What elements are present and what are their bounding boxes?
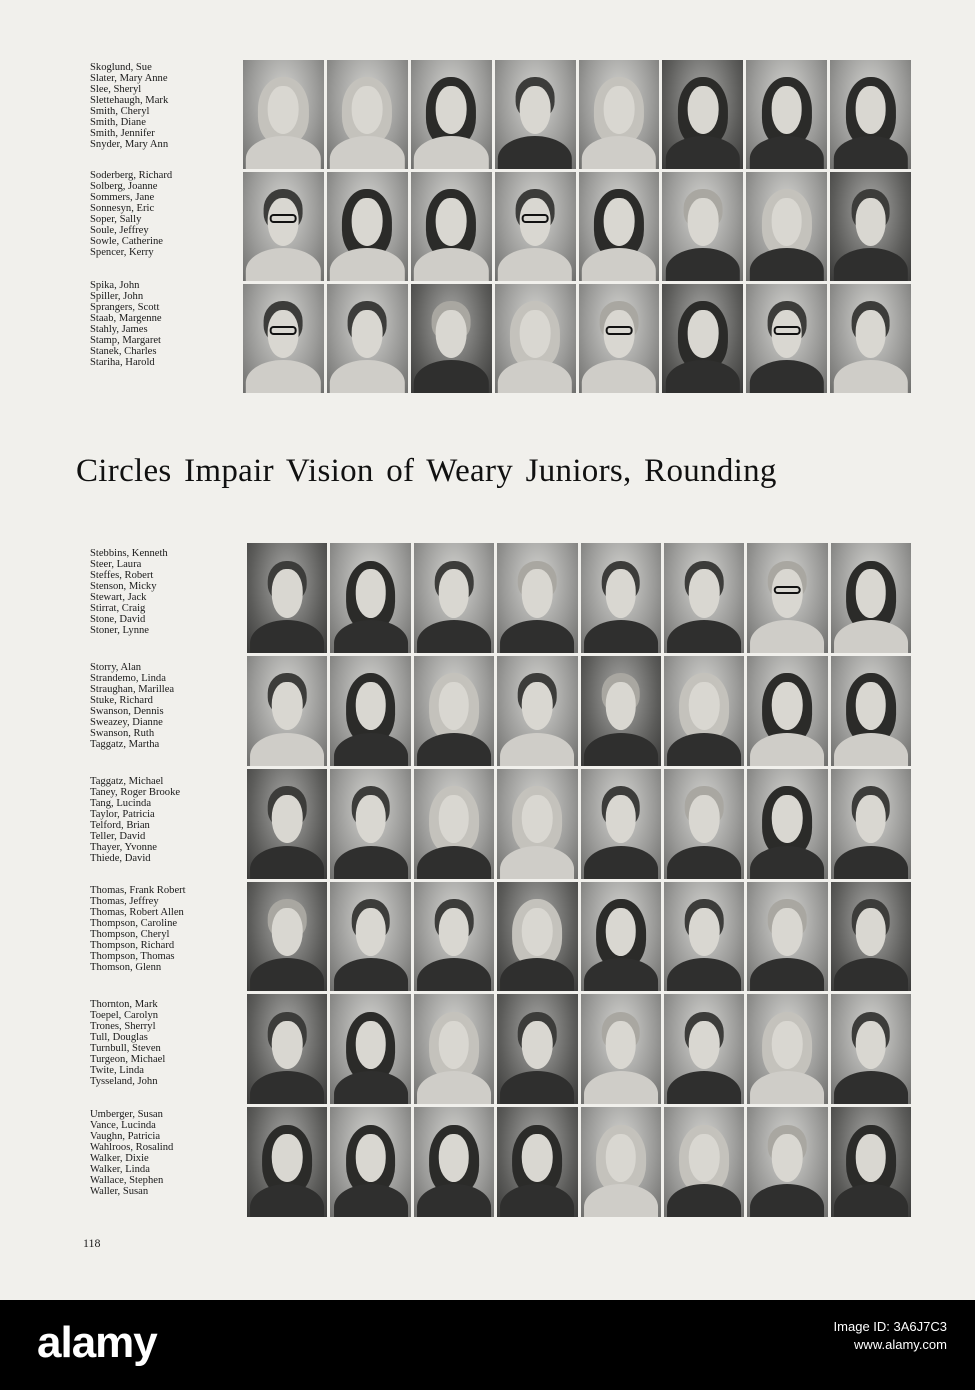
student-portrait — [330, 656, 410, 766]
student-portrait — [330, 994, 410, 1104]
student-portrait — [831, 994, 911, 1104]
name-list — [90, 999, 240, 1087]
student-name: Spencer, Kerry — [90, 247, 154, 258]
student-portrait — [497, 994, 577, 1104]
student-portrait — [414, 1107, 494, 1217]
student-portrait — [664, 1107, 744, 1217]
student-name: Stewart, Jack — [90, 592, 147, 603]
student-portrait — [746, 172, 827, 281]
student-portrait — [664, 543, 744, 653]
student-name: Smith, Cheryl — [90, 106, 150, 117]
student-portrait — [327, 60, 408, 169]
student-portrait — [579, 60, 660, 169]
student-portrait — [664, 994, 744, 1104]
page-headline: Circles Impair Vision of Weary Juniors, Rounding — [76, 453, 777, 489]
student-name: Thomas, Frank Robert — [90, 885, 186, 896]
student-portrait — [495, 60, 576, 169]
student-portrait — [746, 284, 827, 393]
student-name: Smith, Jennifer — [90, 128, 155, 139]
name-list — [90, 776, 240, 864]
stock-footer-bar — [0, 1300, 975, 1390]
student-portrait — [747, 543, 827, 653]
student-name: Soule, Jeffrey — [90, 225, 149, 236]
student-portrait — [581, 769, 661, 879]
student-portrait — [579, 172, 660, 281]
student-name: Steffes, Robert — [90, 570, 154, 581]
student-portrait — [247, 769, 327, 879]
student-name: Stariha, Harold — [90, 357, 155, 368]
student-name: Trones, Sherryl — [90, 1021, 156, 1032]
student-portrait — [327, 172, 408, 281]
student-name: Soderberg, Richard — [90, 170, 173, 181]
student-portrait — [495, 172, 576, 281]
student-name: Sommers, Jane — [90, 192, 155, 203]
student-name: Smith, Diane — [90, 117, 146, 128]
student-portrait — [747, 882, 827, 992]
student-name: Slee, Sheryl — [90, 84, 142, 95]
student-name: Sonnesyn, Eric — [90, 203, 155, 214]
page-number: 118 — [83, 1236, 101, 1250]
student-name: Vaughn, Patricia — [90, 1131, 161, 1142]
name-list — [90, 280, 240, 368]
student-name: Thayer, Yvonne — [90, 842, 157, 853]
student-name: Tull, Douglas — [90, 1032, 148, 1043]
student-name: Tysseland, John — [90, 1076, 158, 1087]
student-name: Sweazey, Dianne — [90, 717, 163, 728]
student-portrait — [664, 882, 744, 992]
student-portrait — [414, 882, 494, 992]
student-name: Spiller, John — [90, 291, 144, 302]
student-portrait — [247, 656, 327, 766]
student-portrait — [831, 882, 911, 992]
student-name: Taylor, Patricia — [90, 809, 155, 820]
student-portrait — [497, 656, 577, 766]
student-portrait — [414, 656, 494, 766]
student-portrait — [330, 543, 410, 653]
student-portrait — [579, 284, 660, 393]
student-name: Strandemo, Linda — [90, 673, 166, 684]
student-portrait — [747, 1107, 827, 1217]
student-name: Stuke, Richard — [90, 695, 153, 706]
student-name: Waller, Susan — [90, 1186, 149, 1197]
student-portrait — [243, 60, 324, 169]
student-name: Wallace, Stephen — [90, 1175, 164, 1186]
student-name: Stanek, Charles — [90, 346, 157, 357]
portrait-grid-top — [243, 60, 911, 393]
student-name: Stone, David — [90, 614, 146, 625]
student-portrait — [830, 172, 911, 281]
student-name: Stenson, Micky — [90, 581, 157, 592]
student-portrait — [831, 656, 911, 766]
student-portrait — [497, 1107, 577, 1217]
student-portrait — [414, 543, 494, 653]
student-name: Telford, Brian — [90, 820, 150, 831]
student-portrait — [330, 769, 410, 879]
student-name: Sprangers, Scott — [90, 302, 160, 313]
student-portrait — [747, 994, 827, 1104]
student-name: Thompson, Cheryl — [90, 929, 170, 940]
student-portrait — [497, 543, 577, 653]
student-portrait — [664, 656, 744, 766]
student-portrait — [243, 284, 324, 393]
student-portrait — [830, 284, 911, 393]
student-portrait — [411, 60, 492, 169]
student-name: Stebbins, Kenneth — [90, 548, 168, 559]
student-portrait — [581, 994, 661, 1104]
student-name: Wahlroos, Rosalind — [90, 1142, 174, 1153]
student-name: Straughan, Marillea — [90, 684, 175, 695]
student-portrait — [497, 882, 577, 992]
student-name: Tang, Lucinda — [90, 798, 152, 809]
student-name: Slettehaugh, Mark — [90, 95, 169, 106]
student-portrait — [414, 769, 494, 879]
student-name: Turnbull, Steven — [90, 1043, 161, 1054]
alamy-logo: alamy — [37, 1318, 157, 1367]
student-portrait — [247, 1107, 327, 1217]
student-portrait — [831, 543, 911, 653]
student-name: Taggatz, Martha — [90, 739, 160, 750]
portrait-grid-bottom — [247, 543, 911, 1217]
student-portrait — [581, 543, 661, 653]
student-name: Walker, Linda — [90, 1164, 150, 1175]
student-portrait — [831, 769, 911, 879]
name-list — [90, 885, 240, 973]
name-list — [90, 1109, 240, 1197]
student-name: Thomas, Robert Allen — [90, 907, 184, 918]
name-list — [90, 62, 240, 150]
student-name: Stahly, James — [90, 324, 148, 335]
name-list — [90, 662, 240, 750]
student-name: Thomson, Glenn — [90, 962, 162, 973]
student-name: Turgeon, Michael — [90, 1054, 166, 1065]
student-name: Thompson, Thomas — [90, 951, 175, 962]
student-portrait — [247, 882, 327, 992]
student-name: Snyder, Mary Ann — [90, 139, 169, 150]
student-name: Thomas, Jeffrey — [90, 896, 159, 907]
student-name: Taney, Roger Brooke — [90, 787, 181, 798]
student-portrait — [664, 769, 744, 879]
student-name: Walker, Dixie — [90, 1153, 149, 1164]
student-portrait — [243, 172, 324, 281]
student-name: Staab, Margenne — [90, 313, 162, 324]
student-name: Spika, John — [90, 280, 140, 291]
student-portrait — [581, 882, 661, 992]
image-id-block — [834, 1318, 947, 1354]
student-name: Taggatz, Michael — [90, 776, 164, 787]
student-portrait — [581, 656, 661, 766]
student-portrait — [411, 284, 492, 393]
student-name: Solberg, Joanne — [90, 181, 158, 192]
student-portrait — [411, 172, 492, 281]
image-id-label: Image ID: 3A6J7C3 — [833, 1319, 947, 1334]
student-portrait — [830, 60, 911, 169]
student-portrait — [414, 994, 494, 1104]
student-portrait — [247, 543, 327, 653]
site-url: www.alamy.com — [854, 1337, 947, 1352]
student-name: Steer, Laura — [90, 559, 142, 570]
student-name: Thiede, David — [90, 853, 151, 864]
student-portrait — [746, 60, 827, 169]
student-name: Vance, Lucinda — [90, 1120, 156, 1131]
student-name: Soper, Sally — [90, 214, 142, 225]
student-name: Twite, Linda — [90, 1065, 144, 1076]
student-name: Stamp, Margaret — [90, 335, 162, 346]
student-portrait — [581, 1107, 661, 1217]
name-list — [90, 548, 240, 636]
student-name: Stirrat, Craig — [90, 603, 146, 614]
student-name: Skoglund, Sue — [90, 62, 152, 73]
student-name: Teller, David — [90, 831, 146, 842]
student-portrait — [662, 60, 743, 169]
student-portrait — [327, 284, 408, 393]
student-portrait — [495, 284, 576, 393]
student-name: Swanson, Ruth — [90, 728, 155, 739]
name-list — [90, 170, 240, 258]
student-portrait — [747, 769, 827, 879]
student-name: Slater, Mary Anne — [90, 73, 168, 84]
student-portrait — [831, 1107, 911, 1217]
student-name: Thompson, Richard — [90, 940, 175, 951]
student-portrait — [330, 1107, 410, 1217]
student-name: Thompson, Caroline — [90, 918, 178, 929]
student-portrait — [662, 172, 743, 281]
student-name: Thornton, Mark — [90, 999, 158, 1010]
student-name: Stoner, Lynne — [90, 625, 150, 636]
student-portrait — [747, 656, 827, 766]
student-name: Sowle, Catherine — [90, 236, 163, 247]
student-portrait — [247, 994, 327, 1104]
student-portrait — [330, 882, 410, 992]
student-name: Toepel, Carolyn — [90, 1010, 159, 1021]
student-name: Swanson, Dennis — [90, 706, 164, 717]
student-portrait — [497, 769, 577, 879]
student-name: Umberger, Susan — [90, 1109, 163, 1120]
student-portrait — [662, 284, 743, 393]
student-name: Storry, Alan — [90, 662, 142, 673]
